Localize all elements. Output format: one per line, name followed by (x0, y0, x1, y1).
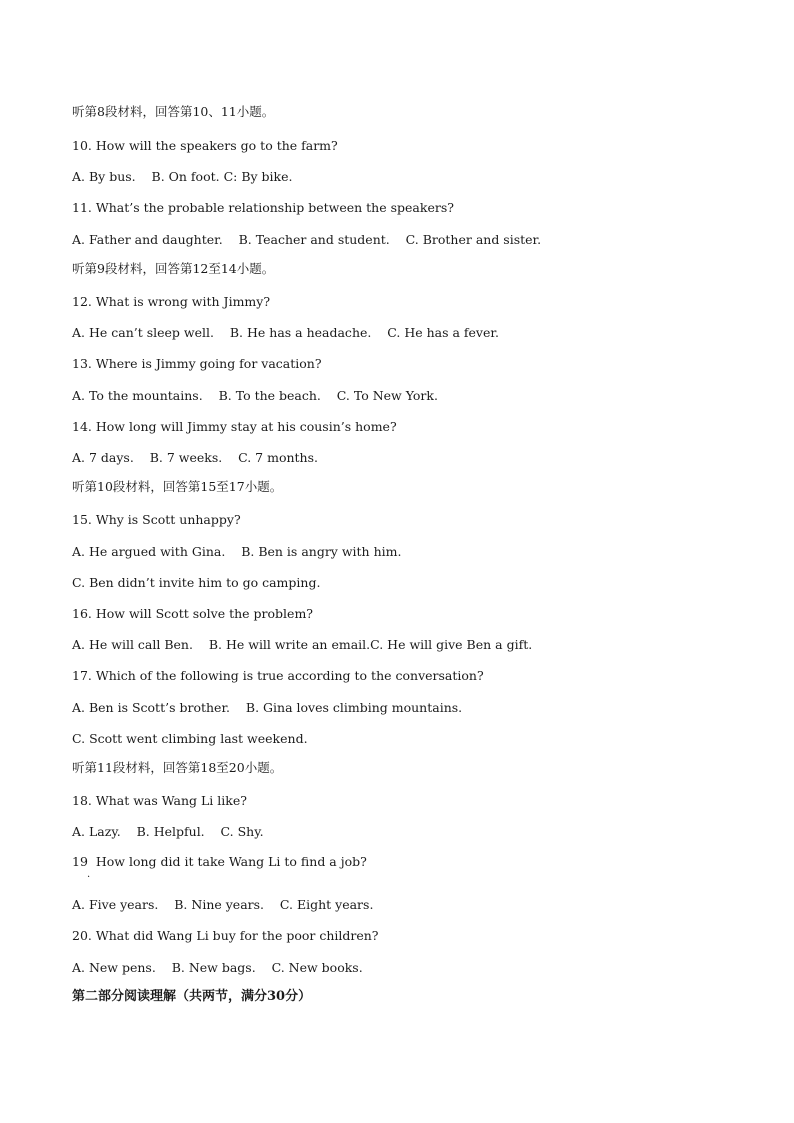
section-heading-9: 听第9段材料，回答第12至14小题。 (72, 261, 275, 276)
options-11: A. Father and daughter. B. Teacher and student. C. Brother and sister. (72, 232, 542, 247)
stray-dot-mark: . (87, 869, 91, 880)
question-11: 11. What’s the probable relationship between the speakers? (72, 200, 454, 215)
question-12: 12. What is wrong with Jimmy? (72, 294, 271, 309)
question-16: 16. How will Scott solve the problem? (72, 606, 313, 621)
options-17-line1: A. Ben is Scott’s brother. B. Gina loves climbing mountains. (72, 700, 463, 715)
question-20: 20. What did Wang Li buy for the poor children? (72, 928, 379, 943)
options-20: A. New pens. B. New bags. C. New books. (72, 960, 363, 975)
options-15-line2: C. Ben didn’t invite him to go camping. (72, 575, 321, 590)
options-15-line1: A. He argued with Gina. B. Ben is angry with him. (72, 544, 402, 559)
options-17-line2: C. Scott went climbing last weekend. (72, 731, 308, 746)
part-two-heading: 第二部分阅读理解（共两节，满分30分） (72, 989, 312, 1004)
options-10: A. By bus. B. On foot. C: By bike. (72, 169, 293, 184)
options-18: A. Lazy. B. Helpful. C. Shy. (72, 824, 264, 839)
options-14: A. 7 days. B. 7 weeks. C. 7 months. (72, 450, 318, 465)
section-heading-10: 听第10段材料，回答第15至17小题。 (72, 479, 283, 494)
question-13: 13. Where is Jimmy going for vacation? (72, 356, 322, 371)
question-17: 17. Which of the following is true according to the conversation? (72, 668, 484, 683)
options-13: A. To the mountains. B. To the beach. C. To New York. (72, 388, 438, 403)
question-10: 10. How will the speakers go to the farm? (72, 138, 338, 153)
section-heading-11: 听第11段材料，回答第18至20小题。 (72, 760, 283, 775)
question-14: 14. How long will Jimmy stay at his cousin’s home? (72, 419, 397, 434)
question-18: 18. What was Wang Li like? (72, 793, 247, 808)
question-15: 15. Why is Scott unhappy? (72, 512, 241, 527)
options-19: A. Five years. B. Nine years. C. Eight years. (72, 897, 374, 912)
section-heading-8: 听第8段材料，回答第10、11小题。 (72, 104, 275, 119)
options-16: A. He will call Ben. B. He will write an email.C. He will give Ben a gift. (72, 637, 533, 652)
options-12: A. He can’t sleep well. B. He has a headache. C. He has a fever. (72, 325, 499, 340)
question-19: 19 How long did it take Wang Li to find a job? (72, 854, 367, 869)
